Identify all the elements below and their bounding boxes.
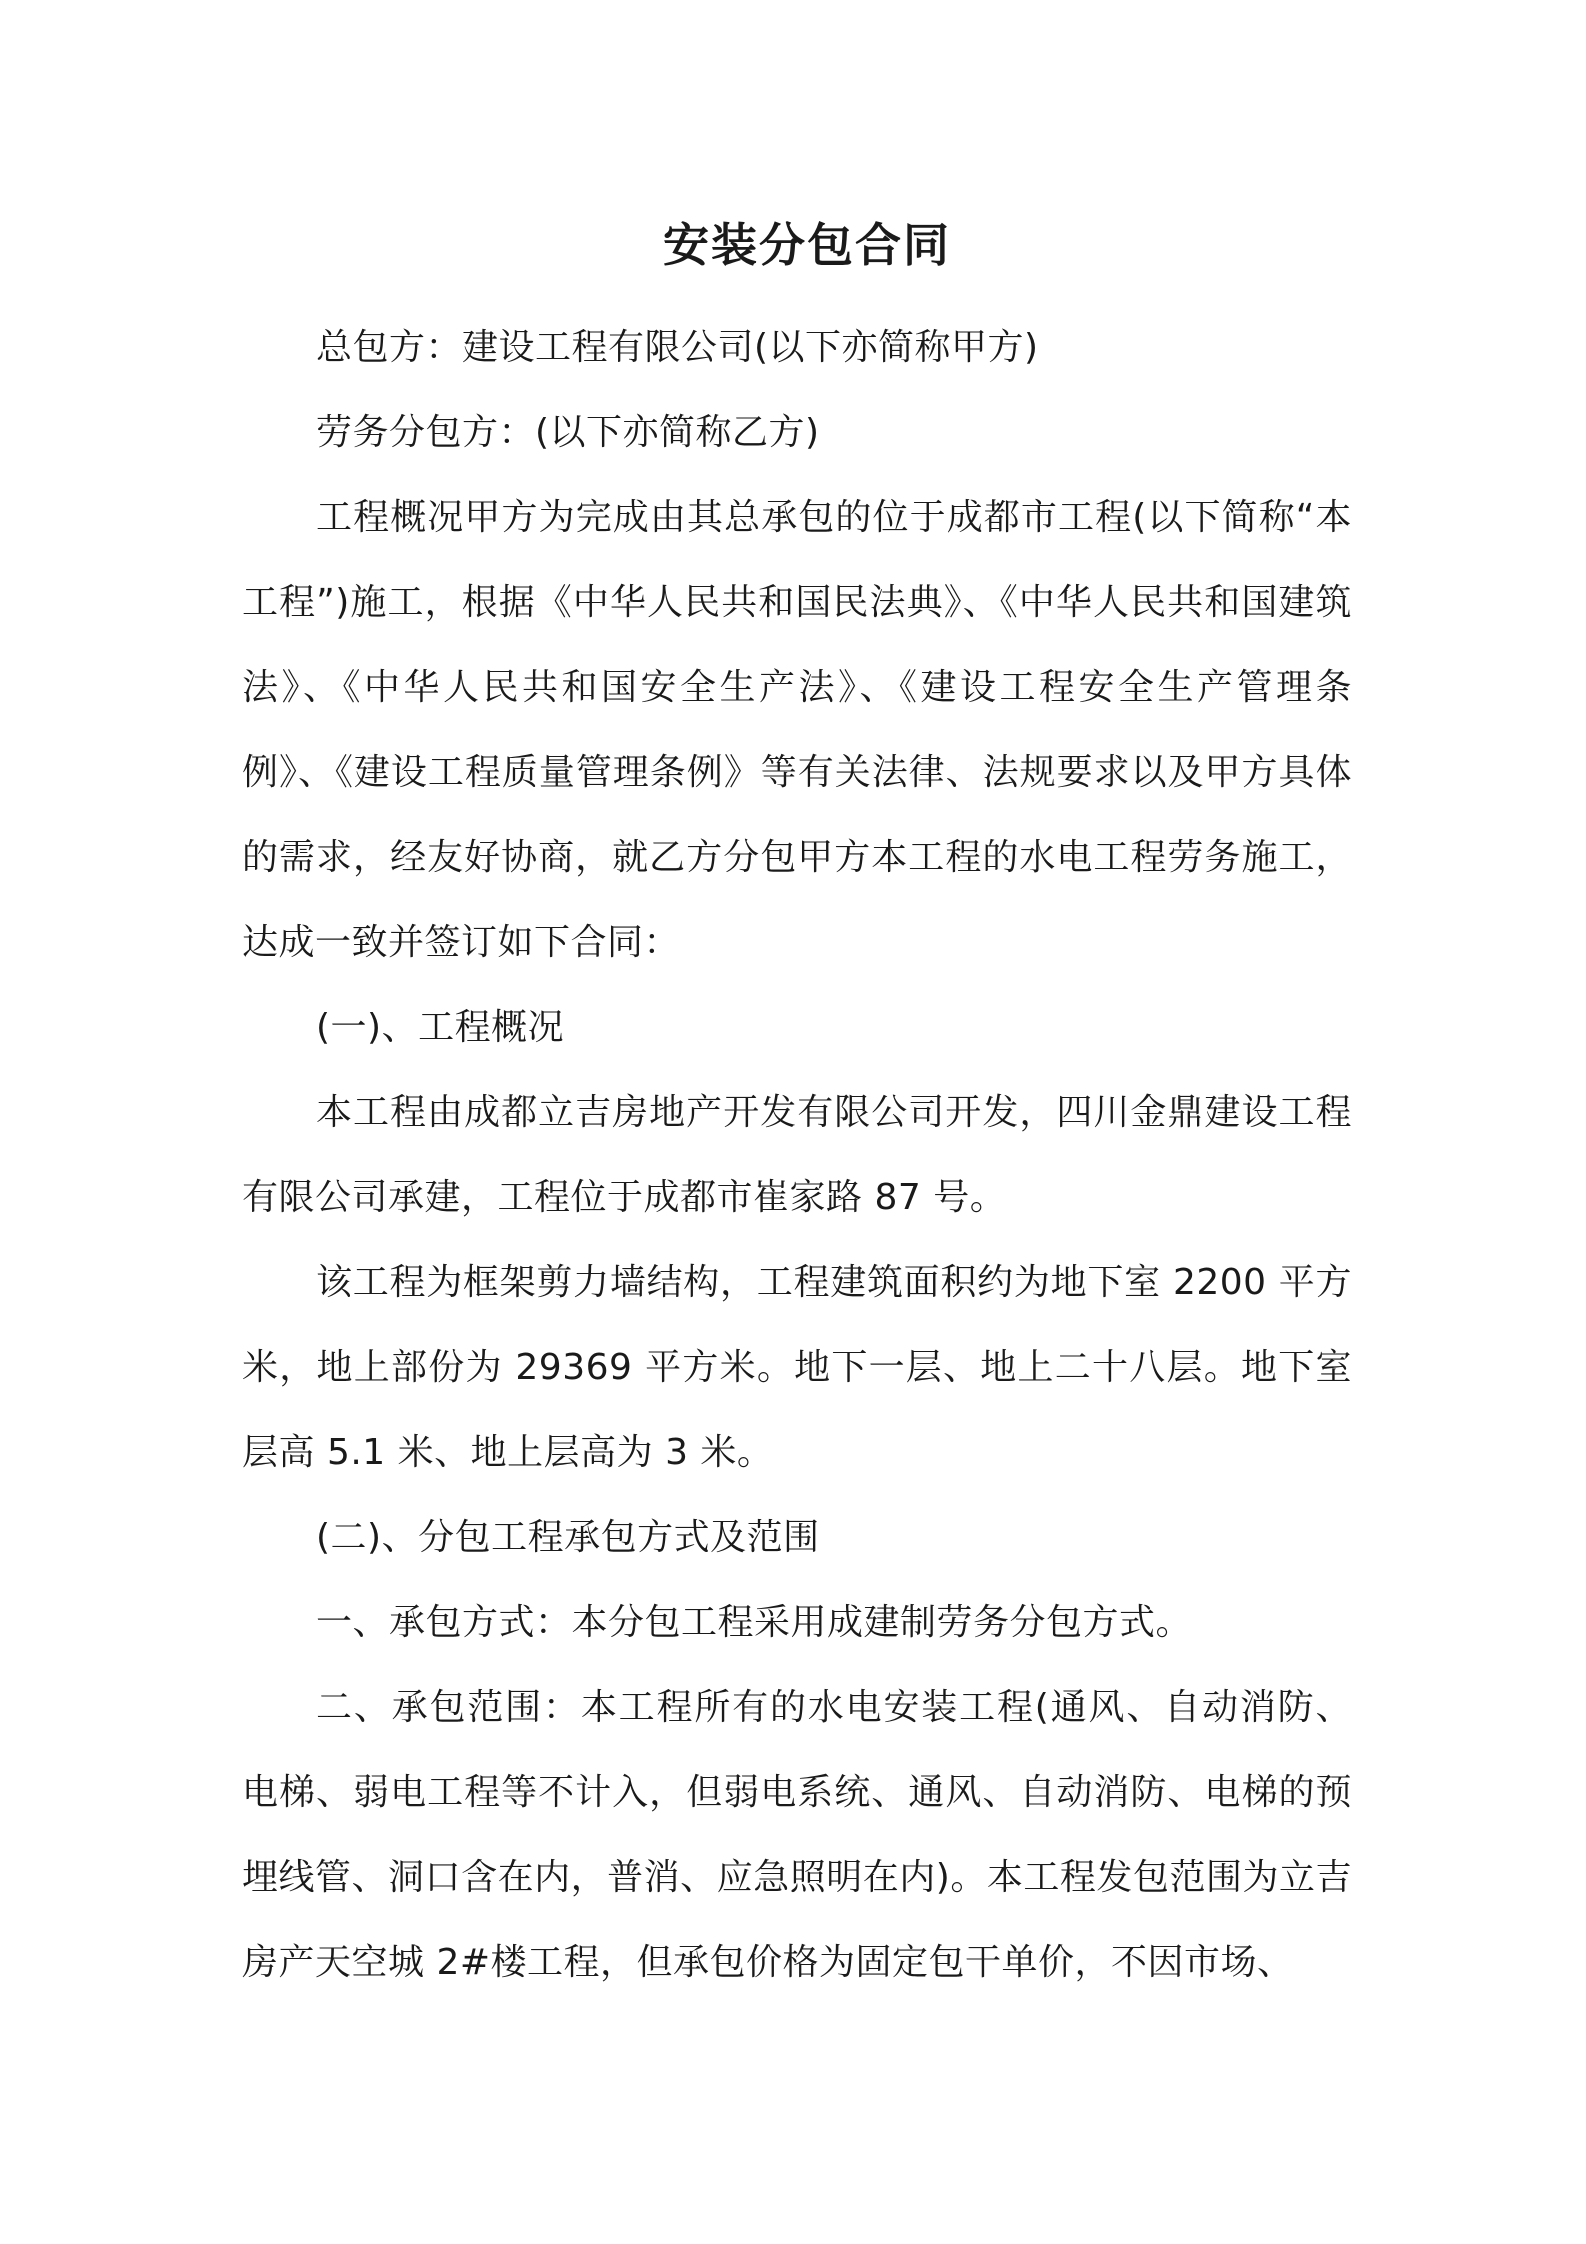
project-overview-intro: 工程概况甲方为完成由其总承包的位于成都市工程(以下简称“本工程”)施工，根据《中华人民共和国民法典》、《中华人民共和国建筑法》、《中华人民共和国安全生产法》、《建设工程安全生产管理条例》、《建设工程质量管理条例》等有关法律、法规要求以及甲方具体的需求，经友好协商，就乙方分包甲方本工程的水电工程劳务施工，达成一致并签订如下合同：: [242, 497, 1352, 963]
project-developer-paragraph: 本工程由成都立吉房地产开发有限公司开发，四川金鼎建设工程有限公司承建，工程位于成都市崔家路 87 号。: [242, 1092, 1352, 1218]
section-heading-1: (一)、工程概况: [316, 1007, 565, 1048]
subcontractor-line: 劳务分包方：(以下亦简称乙方): [316, 412, 820, 453]
general-contractor-line: 总包方：建设工程有限公司(以下亦简称甲方): [316, 327, 1039, 368]
contract-method-paragraph: 一、承包方式：本分包工程采用成建制劳务分包方式。: [316, 1602, 1193, 1643]
section-heading-2: (二)、分包工程承包方式及范围: [316, 1517, 820, 1558]
project-structure-paragraph: 该工程为框架剪力墙结构，工程建筑面积约为地下室 2200 平方米，地上部份为 29369 平方米。地下一层、地上二十八层。地下室层高 5.1 米、地上层高为 3 米。: [242, 1262, 1352, 1473]
document-title: 安装分包合同: [663, 218, 951, 272]
contract-scope-paragraph: 二、承包范围：本工程所有的水电安装工程(通风、自动消防、电梯、弱电工程等不计入，但弱电系统、通风、自动消防、电梯的预埋线管、洞口含在内，普消、应急照明在内)。本工程发包范围为立吉房产天空城 2#楼工程，但承包价格为固定包干单价，不因市场、: [242, 1687, 1352, 1983]
document-page: [242, 205, 1352, 2005]
